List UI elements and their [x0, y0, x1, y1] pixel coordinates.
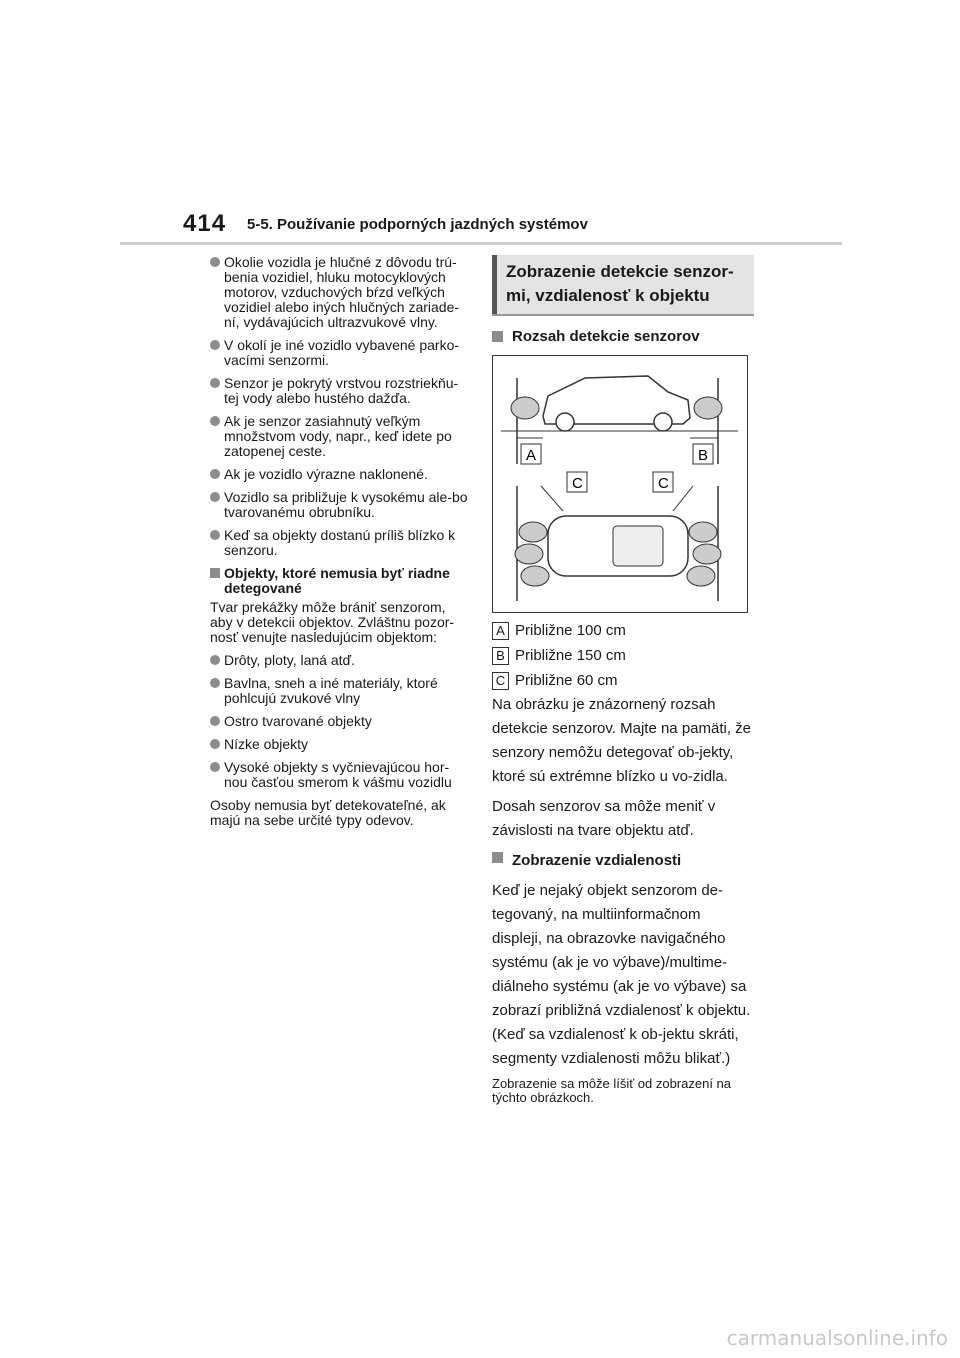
bullet-icon: [210, 739, 220, 749]
heading-rule: [492, 314, 754, 316]
list-item: Senzor je pokrytý vrstvou rozstriekňu-tej vody alebo hustého dažďa.: [210, 376, 468, 406]
legend-key: C: [492, 672, 509, 690]
legend-text: Približne 150 cm: [515, 647, 626, 664]
list-item: V okolí je iné vozidlo vybavené parko-vacími senzormi.: [210, 338, 468, 368]
sensor-range-diagram: [492, 355, 748, 613]
legend-key: B: [492, 647, 509, 665]
square-bullet-icon: [492, 331, 503, 342]
figure-caption: Zobrazenie sa môže líšiť od zobrazení na týchto obrázkoch.: [492, 1076, 732, 1105]
page-number: 414: [183, 210, 227, 237]
conditions-list: [210, 255, 468, 558]
bullet-icon: [210, 469, 220, 479]
persons-note: Osoby nemusia byť detekovateľné, ak majú na sebe určité typy odevov.: [210, 797, 446, 828]
legend-row: [492, 643, 626, 668]
square-bullet-icon: [492, 852, 503, 863]
objects-list: [210, 653, 468, 790]
list-item: Bavlna, sneh a iné materiály, ktoré pohlcujú zvukové vlny: [210, 676, 468, 706]
list-item: Nízke objekty: [210, 737, 468, 752]
bullet-icon: [210, 716, 220, 726]
left-column: [210, 255, 468, 836]
label-a: A: [526, 447, 537, 464]
bullet-icon: [210, 492, 220, 502]
list-item: Vozidlo sa približuje k vysokému ale-bo tvarovanému obrubníku.: [210, 490, 468, 520]
legend-row: [492, 618, 626, 643]
legend-text: Približne 60 cm: [515, 672, 618, 689]
legend-key: A: [492, 622, 509, 640]
label-b: B: [698, 447, 709, 464]
list-item: Okolie vozidla je hlučné z dôvodu trú-benia vozidiel, hluku motocyklových motorov, vzduchových bŕzd veľkých vozidiel alebo iných hlučných zariade-ní, vydávajúcich ultrazvukové vlny.: [210, 255, 468, 330]
bullet-icon: [210, 340, 220, 350]
bullet-icon: [210, 655, 220, 665]
list-item: Drôty, ploty, laná atď.: [210, 653, 468, 668]
legend-row: [492, 668, 626, 693]
watermark-logo: carmanualsonline.info: [726, 1326, 948, 1350]
diagram-svg: [493, 356, 746, 611]
square-bullet-icon: [210, 568, 220, 578]
list-item: Ak je senzor zasiahnutý veľkým množstvom vody, napr., keď idete po zatopenej ceste.: [210, 414, 468, 459]
section-title: 5-5. Používanie podporných jazdných systémov: [247, 216, 588, 233]
range-note: Dosah senzorov sa môže meniť v závislosti na tvare objektu atď.: [492, 798, 716, 839]
objects-intro: Tvar prekážky môže brániť senzorom, aby v detekcii objektov. Zvláštnu pozor-nosť venujte nasledujúcim objektom:: [210, 599, 455, 645]
diagram-legend: [492, 618, 626, 693]
distance-paragraph: Keď je nejaký objekt senzorom de-tegovaný, na multiinformačnom displeji, na obrazovke navigačného systému (ak je vo výbave)/multime-diálneho systému (ak je vo výbave) sa zobrazí približná vzdialenosť k objektu. (Keď sa vzdialenosť k ob-jektu skráti, segmenty vzdialenosti môžu blikať.): [492, 882, 751, 1067]
sensor-heading: Zobrazenie detekcie senzor-mi, vzdialenosť k objektu: [492, 255, 754, 314]
header-rule: [120, 242, 842, 245]
right-body: [492, 693, 754, 1105]
range-subhead: Rozsah detekcie senzorov: [492, 328, 754, 345]
bullet-icon: [210, 378, 220, 388]
objects-subhead: Objekty, ktoré nemusia byť riadne detegované: [210, 566, 468, 596]
distance-subhead: Zobrazenie vzdialenosti: [492, 849, 754, 873]
sensor-range-front-icon: [511, 397, 539, 419]
bullet-icon: [210, 416, 220, 426]
range-paragraph: Na obrázku je znázornený rozsah detekcie senzorov. Majte na pamäti, že senzory nemôžu detegovať ob-jekty, ktoré sú extrémne blízko u vo-zidla.: [492, 696, 752, 785]
label-c-right: C: [658, 475, 669, 492]
bullet-icon: [210, 530, 220, 540]
bullet-icon: [210, 257, 220, 267]
sensor-range-rear-icon: [694, 397, 722, 419]
bullet-icon: [210, 678, 220, 688]
label-c-left: C: [572, 475, 583, 492]
legend-text: Približne 100 cm: [515, 622, 626, 639]
list-item: Vysoké objekty s vyčnievajúcou hor-nou časťou smerom k vášmu vozidlu: [210, 760, 468, 790]
list-item: Ak je vozidlo výrazne naklonené.: [210, 467, 468, 482]
list-item: Keď sa objekty dostanú príliš blízko k senzoru.: [210, 528, 468, 558]
list-item: Ostro tvarované objekty: [210, 714, 468, 729]
bullet-icon: [210, 762, 220, 772]
right-column: [492, 255, 754, 345]
